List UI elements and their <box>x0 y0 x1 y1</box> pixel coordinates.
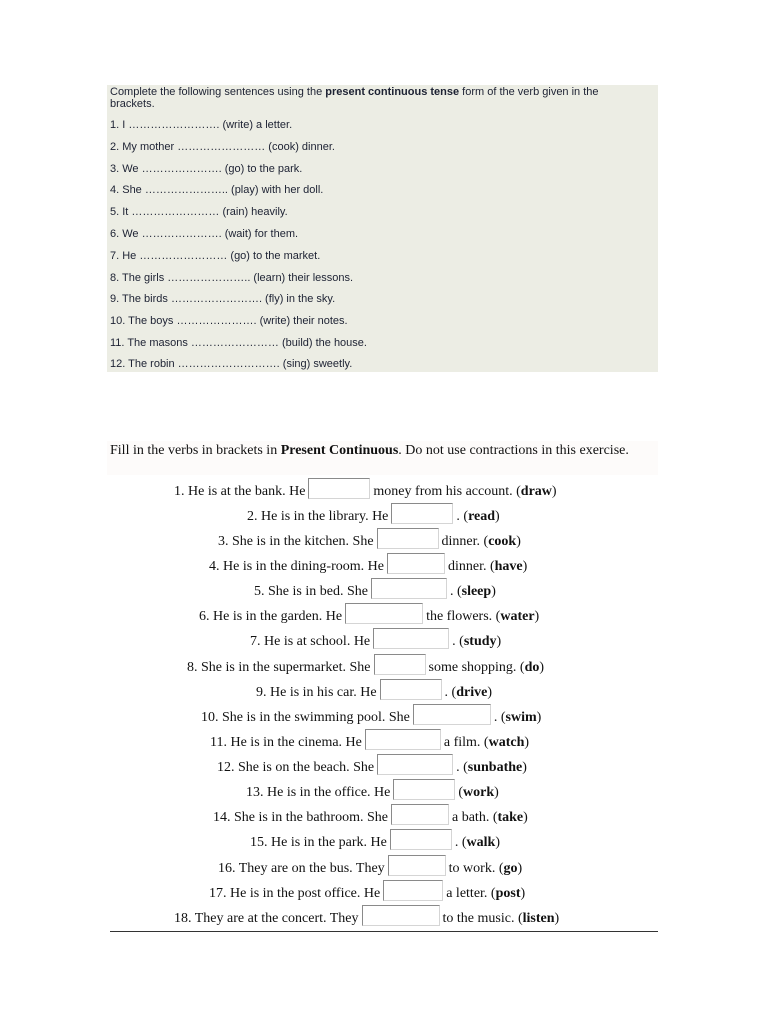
sentence-prefix: 15. He is in the park. He <box>250 835 387 850</box>
sentence-prefix: 12. She is on the beach. She <box>217 760 375 775</box>
instruction-text: form of the verb given in the brackets. <box>110 86 599 110</box>
sentence-item <box>174 905 559 929</box>
sentence-item: 10. The boys …………………. (write) their notes. <box>110 315 348 327</box>
closing-bracket: ) <box>495 509 500 524</box>
verb-hint: drive <box>456 685 488 700</box>
closing-bracket: ) <box>534 609 540 624</box>
sentence-suffix: . ( <box>449 584 462 599</box>
closing-bracket: ) <box>496 634 502 649</box>
instruction-emphasis: Present Continuous <box>280 443 399 458</box>
instruction-emphasis: present continuous tense <box>325 86 460 98</box>
sentence-item <box>201 704 541 728</box>
sentence-prefix: 6. He is in the garden. He <box>199 609 343 624</box>
sentence-suffix: . ( <box>456 509 469 524</box>
closing-bracket: ) <box>487 685 492 700</box>
sentence-suffix: dinner. ( <box>447 559 495 574</box>
sentence-item <box>218 855 522 879</box>
sentence-suffix: the flowers. ( <box>426 609 501 624</box>
answer-input[interactable] <box>387 553 445 574</box>
exercise-1-instructions <box>110 86 645 110</box>
answer-input[interactable] <box>388 855 446 876</box>
sentence-item <box>174 478 557 502</box>
sentence-item: 1. I ……………………. (write) a letter. <box>110 119 293 131</box>
verb-hint: watch <box>488 735 525 750</box>
verb-hint: read <box>468 509 496 524</box>
verb-hint: sleep <box>461 584 492 599</box>
sentence-item <box>210 729 529 753</box>
closing-bracket: ) <box>522 559 528 574</box>
answer-input[interactable] <box>391 804 449 825</box>
verb-hint: draw <box>520 484 552 499</box>
verb-hint: have <box>494 559 523 574</box>
closing-bracket: ) <box>539 660 545 675</box>
sentence-item: 4. She ………………….. (play) with her doll. <box>110 184 324 196</box>
sentence-prefix: 8. She is in the supermarket. She <box>187 660 371 675</box>
closing-bracket: ) <box>551 484 557 499</box>
sentence-item <box>250 628 501 652</box>
sentence-prefix: 9. He is in his car. He <box>256 685 377 700</box>
verb-hint: post <box>495 886 521 901</box>
sentence-item <box>187 654 544 678</box>
sentence-item <box>254 578 496 602</box>
verb-hint: study <box>463 634 497 649</box>
sentence-item <box>246 779 499 803</box>
sentence-suffix: a bath. ( <box>452 810 498 825</box>
bottom-divider <box>110 931 658 932</box>
answer-input[interactable] <box>362 905 440 926</box>
sentence-prefix: 1. He is at the bank. He <box>174 484 306 499</box>
exercise-1-panel <box>107 85 658 372</box>
sentence-prefix: 2. He is in the library. He <box>247 509 389 524</box>
closing-bracket: ) <box>536 710 542 725</box>
sentence-suffix: to work. ( <box>448 861 504 876</box>
sentence-suffix: a film. ( <box>443 735 489 750</box>
sentence-suffix: . ( <box>493 710 506 725</box>
sentence-item <box>209 880 525 904</box>
sentence-item <box>209 553 527 577</box>
answer-input[interactable] <box>377 754 453 775</box>
sentence-suffix: to the music. ( <box>442 911 523 926</box>
verb-hint: listen <box>522 911 555 926</box>
answer-input[interactable] <box>377 528 439 549</box>
sentence-prefix: 3. She is in the kitchen. She <box>218 534 374 549</box>
sentence-suffix: . ( <box>454 835 467 850</box>
sentence-prefix: 11. He is in the cinema. He <box>210 735 362 750</box>
sentence-item: 5. It …………………… (rain) heavily. <box>110 206 288 218</box>
closing-bracket: ) <box>495 835 500 850</box>
sentence-item: 2. My mother …………………… (cook) dinner. <box>110 141 335 153</box>
verb-hint: cook <box>488 534 517 549</box>
sentence-suffix: money from his account. ( <box>373 484 521 499</box>
sentence-prefix: 14. She is in the bathroom. She <box>213 810 388 825</box>
sentence-item: 7. He …………………… (go) to the market. <box>110 250 321 262</box>
closing-bracket: ) <box>494 785 499 800</box>
answer-input[interactable] <box>383 880 443 901</box>
verb-hint: go <box>503 861 518 876</box>
sentence-suffix: . ( <box>452 634 464 649</box>
instruction-text: . Do not use contractions in this exercise. <box>398 443 629 458</box>
answer-input[interactable] <box>380 679 442 700</box>
closing-bracket: ) <box>522 760 527 775</box>
sentence-item <box>217 754 527 778</box>
verb-hint: walk <box>466 835 496 850</box>
answer-input[interactable] <box>365 729 441 750</box>
closing-bracket: ) <box>554 911 560 926</box>
sentence-item <box>250 829 500 853</box>
answer-input[interactable] <box>308 478 370 499</box>
sentence-prefix: 4. He is in the dining-room. He <box>209 559 384 574</box>
sentence-prefix: 16. They are on the bus. They <box>218 861 385 876</box>
sentence-item <box>218 528 521 552</box>
sentence-suffix: . ( <box>456 760 468 775</box>
answer-input[interactable] <box>390 829 452 850</box>
verb-hint: take <box>497 810 524 825</box>
sentence-prefix: 17. He is in the post office. He <box>209 886 381 901</box>
answer-input[interactable] <box>345 603 423 624</box>
sentence-item <box>256 679 492 703</box>
sentence-suffix: ( <box>458 785 464 800</box>
answer-input[interactable] <box>391 503 453 524</box>
verb-hint: sunbathe <box>467 760 523 775</box>
answer-input[interactable] <box>371 578 447 599</box>
sentence-item <box>247 503 500 527</box>
sentence-item <box>199 603 539 627</box>
answer-input[interactable] <box>413 704 491 725</box>
sentence-suffix: a letter. ( <box>446 886 496 901</box>
exercise-2-header <box>107 441 658 475</box>
closing-bracket: ) <box>491 584 496 599</box>
closing-bracket: ) <box>520 886 526 901</box>
answer-input[interactable] <box>374 654 426 675</box>
sentence-suffix: dinner. ( <box>441 534 489 549</box>
sentence-item: 11. The masons …………………… (build) the house. <box>110 337 367 349</box>
sentence-item: 8. The girls ………………….. (learn) their lessons. <box>110 272 354 284</box>
sentence-item: 3. We …………………. (go) to the park. <box>110 163 303 175</box>
closing-bracket: ) <box>517 861 523 876</box>
sentence-item <box>213 804 528 828</box>
sentence-suffix: . ( <box>444 685 457 700</box>
closing-bracket: ) <box>524 735 530 750</box>
verb-hint: do <box>524 660 540 675</box>
verb-hint: water <box>500 609 535 624</box>
sentence-item: 12. The robin ………………………. (sing) sweetly. <box>110 358 353 370</box>
verb-hint: swim <box>505 710 537 725</box>
sentence-prefix: 5. She is in bed. She <box>254 584 368 599</box>
sentence-item: 9. The birds ……………………. (fly) in the sky. <box>110 293 336 305</box>
closing-bracket: ) <box>523 810 528 825</box>
exercise-2-instructions <box>110 442 655 459</box>
sentence-prefix: 10. She is in the swimming pool. She <box>201 710 410 725</box>
instruction-text: Fill in the verbs in brackets in <box>110 443 281 458</box>
sentence-prefix: 13. He is in the office. He <box>246 785 391 800</box>
instruction-text: Complete the following sentences using the <box>110 86 326 98</box>
sentence-suffix: some shopping. ( <box>428 660 525 675</box>
verb-hint: work <box>463 785 495 800</box>
closing-bracket: ) <box>516 534 521 549</box>
answer-input[interactable] <box>373 628 449 649</box>
sentence-prefix: 7. He is at school. He <box>250 634 371 649</box>
answer-input[interactable] <box>393 779 455 800</box>
sentence-item: 6. We …………………. (wait) for them. <box>110 228 299 240</box>
sentence-prefix: 18. They are at the concert. They <box>174 911 359 926</box>
